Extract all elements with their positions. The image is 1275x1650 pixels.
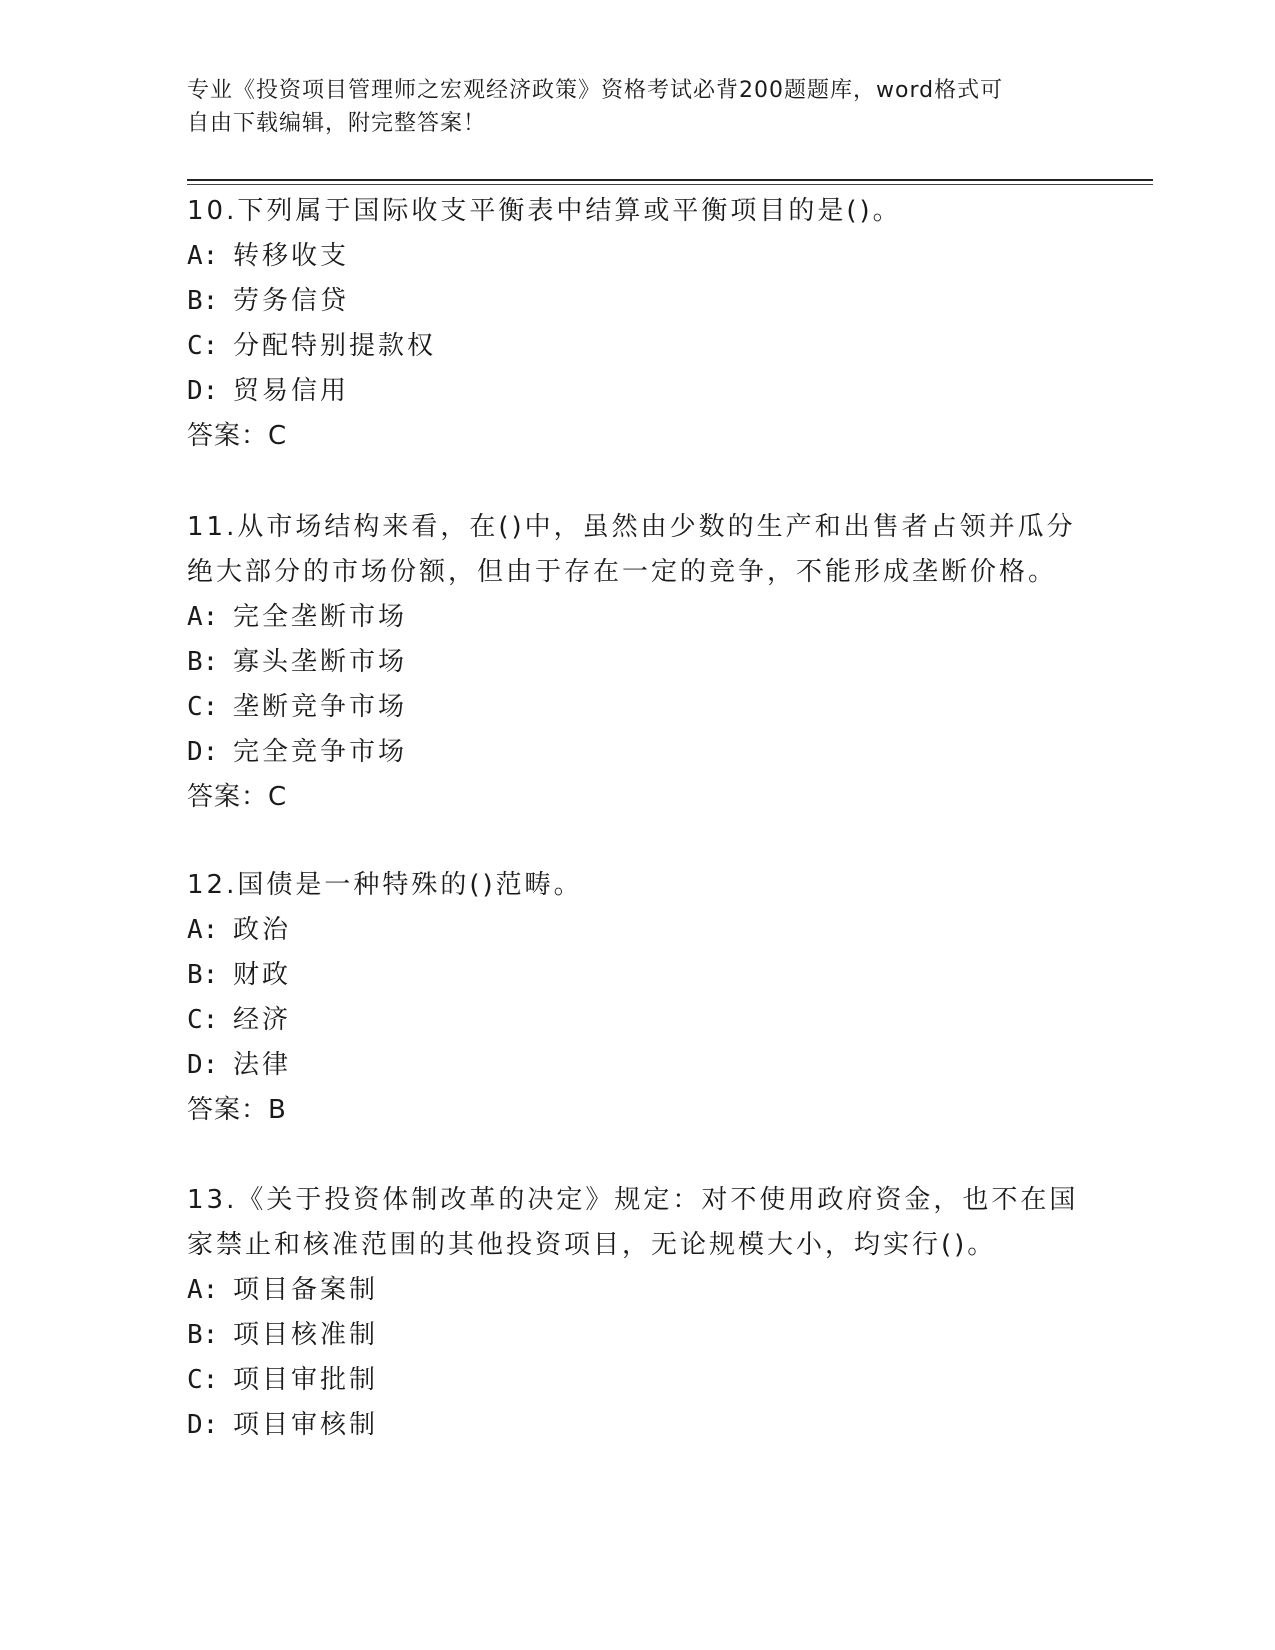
option-d [187, 1043, 1087, 1088]
question-stem: 12.国债是一种特殊的()范畴。 [187, 870, 583, 900]
option-b [187, 279, 1087, 324]
option-a [187, 234, 1087, 279]
option-text: 完全竞争市场 [233, 737, 408, 767]
option-letter: A: [187, 915, 219, 945]
option-letter: C: [187, 1365, 219, 1395]
header-divider-thin [187, 184, 1153, 185]
option-text: 项目备案制 [233, 1275, 379, 1305]
option-text: 经济 [233, 1005, 292, 1035]
option-b [187, 640, 1087, 685]
option-c [187, 998, 1087, 1043]
option-d [187, 730, 1087, 775]
header-line-1: 专业《投资项目管理师之宏观经济政策》资格考试必背200题题库，word格式可 [187, 78, 1004, 103]
question-stem: 13.《关于投资体制改革的决定》规定：对不使用政府资金，也不在国家禁止和核准范围的其他投资项目，无论规模大小，均实行()。 [187, 1185, 1079, 1260]
header-line-2: 自由下载编辑，附完整答案！ [187, 111, 487, 136]
option-a [187, 1268, 1087, 1313]
question-11 [187, 505, 1087, 820]
option-text: 财政 [233, 960, 292, 990]
option-text: 项目核准制 [233, 1320, 379, 1350]
option-letter: B: [187, 647, 219, 677]
answer-line: 答案：C [187, 782, 288, 812]
option-letter: B: [187, 1320, 219, 1350]
option-d [187, 1403, 1087, 1448]
option-text: 贸易信用 [233, 376, 350, 406]
question-10 [187, 189, 1087, 459]
option-c [187, 324, 1087, 369]
question-stem: 11.从市场结构来看，在()中，虽然由少数的生产和出售者占领并瓜分绝大部分的市场份额，但由于存在一定的竞争，不能形成垄断价格。 [187, 512, 1076, 587]
header-divider-thick [187, 179, 1153, 181]
option-letter: C: [187, 692, 219, 722]
option-text: 劳务信贷 [233, 286, 350, 316]
option-a [187, 908, 1087, 953]
option-b [187, 953, 1087, 998]
option-text: 项目审批制 [233, 1365, 379, 1395]
option-text: 法律 [233, 1050, 292, 1080]
option-d [187, 369, 1087, 414]
option-a [187, 595, 1087, 640]
option-c [187, 685, 1087, 730]
option-letter: B: [187, 286, 219, 316]
option-b [187, 1313, 1087, 1358]
document-header [187, 74, 1077, 140]
option-text: 转移收支 [233, 241, 350, 271]
option-text: 分配特别提款权 [233, 331, 437, 361]
option-letter: B: [187, 960, 219, 990]
question-13 [187, 1178, 1087, 1448]
option-letter: D: [187, 1410, 219, 1440]
option-text: 政治 [233, 915, 292, 945]
option-text: 寡头垄断市场 [233, 647, 408, 677]
option-letter: A: [187, 241, 219, 271]
option-c [187, 1358, 1087, 1403]
option-letter: A: [187, 1275, 219, 1305]
option-letter: C: [187, 1005, 219, 1035]
question-12 [187, 863, 1087, 1133]
option-text: 垄断竞争市场 [233, 692, 408, 722]
answer-line: 答案：B [187, 1095, 287, 1125]
option-text: 项目审核制 [233, 1410, 379, 1440]
answer-line: 答案：C [187, 421, 288, 451]
question-stem: 10.下列属于国际收支平衡表中结算或平衡项目的是()。 [187, 196, 902, 226]
option-letter: A: [187, 602, 219, 632]
option-letter: C: [187, 331, 219, 361]
option-letter: D: [187, 376, 219, 406]
option-letter: D: [187, 737, 219, 767]
option-letter: D: [187, 1050, 219, 1080]
option-text: 完全垄断市场 [233, 602, 408, 632]
